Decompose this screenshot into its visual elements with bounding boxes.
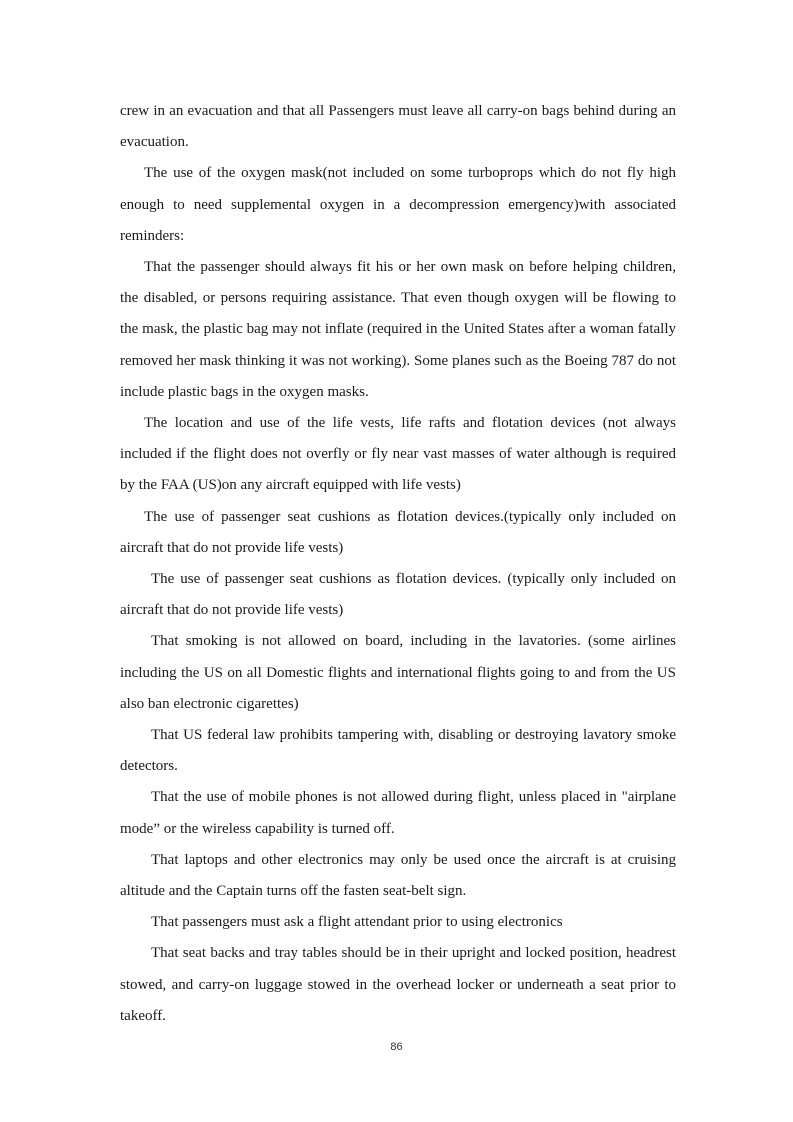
paragraph-smoke-detectors: That US federal law prohibits tampering with, disabling or destroying lavatory smoke detectors. (120, 727, 676, 775)
paragraph-no-smoking: That smoking is not allowed on board, including in the lavatories. (some airlines including the US on all Domestic flights and international flights going to and from the US also ban electronic cigarettes) (120, 633, 676, 712)
paragraph-seat-cushions: The use of passenger seat cushions as flotation devices.(typically only included on aircraft that do not provide life vests) (120, 508, 676, 556)
paragraph-ask-attendant: That passengers must ask a flight attendant prior to using electronics (151, 914, 563, 931)
page-number: 86 (390, 1041, 403, 1053)
paragraph-seat-backs: That seat backs and tray tables should be in their upright and locked position, headrest stowed, and carry-on luggage stowed in the overhead locker or underneath a seat prior to takeoff. (120, 945, 676, 1024)
paragraph-mobile-phones: That the use of mobile phones is not allowed during flight, unless placed in "airplane mode” or the wireless capability is turned off. (120, 789, 676, 837)
paragraph-own-mask-first: That the passenger should always fit his or her own mask on before helping children, the disabled, or persons requiring assistance. That even though oxygen will be flowing to the mask, the plastic bag may not inflate (required in the United States after a woman fatally removed her mask thinking it was not working). Some planes such as the Boeing 787 do not include plastic bags in the oxygen masks. (120, 259, 676, 400)
body-text (120, 96, 676, 1032)
paragraph-laptops: That laptops and other electronics may only be used once the aircraft is at cruising altitude and the Captain turns off the fasten seat-belt sign. (120, 851, 676, 900)
paragraph-evacuation-continued: crew in an evacuation and that all Passengers must leave all carry-on bags behind during an evacuation. (120, 103, 676, 151)
paragraph-seat-cushions-repeat: The use of passenger seat cushions as flotation devices. (typically only included on aircraft that do not provide life vests) (120, 571, 676, 619)
paragraph-life-vests: The location and use of the life vests, life rafts and flotation devices (not always included if the flight does not overfly or fly near vast masses of water although is required by the FAA (US)on any aircraft equipped with life vests) (120, 415, 676, 494)
paragraph-oxygen-mask: The use of the oxygen mask(not included on some turboprops which do not fly high enough to need supplemental oxygen in a decompression emergency)with associated reminders: (120, 165, 676, 244)
